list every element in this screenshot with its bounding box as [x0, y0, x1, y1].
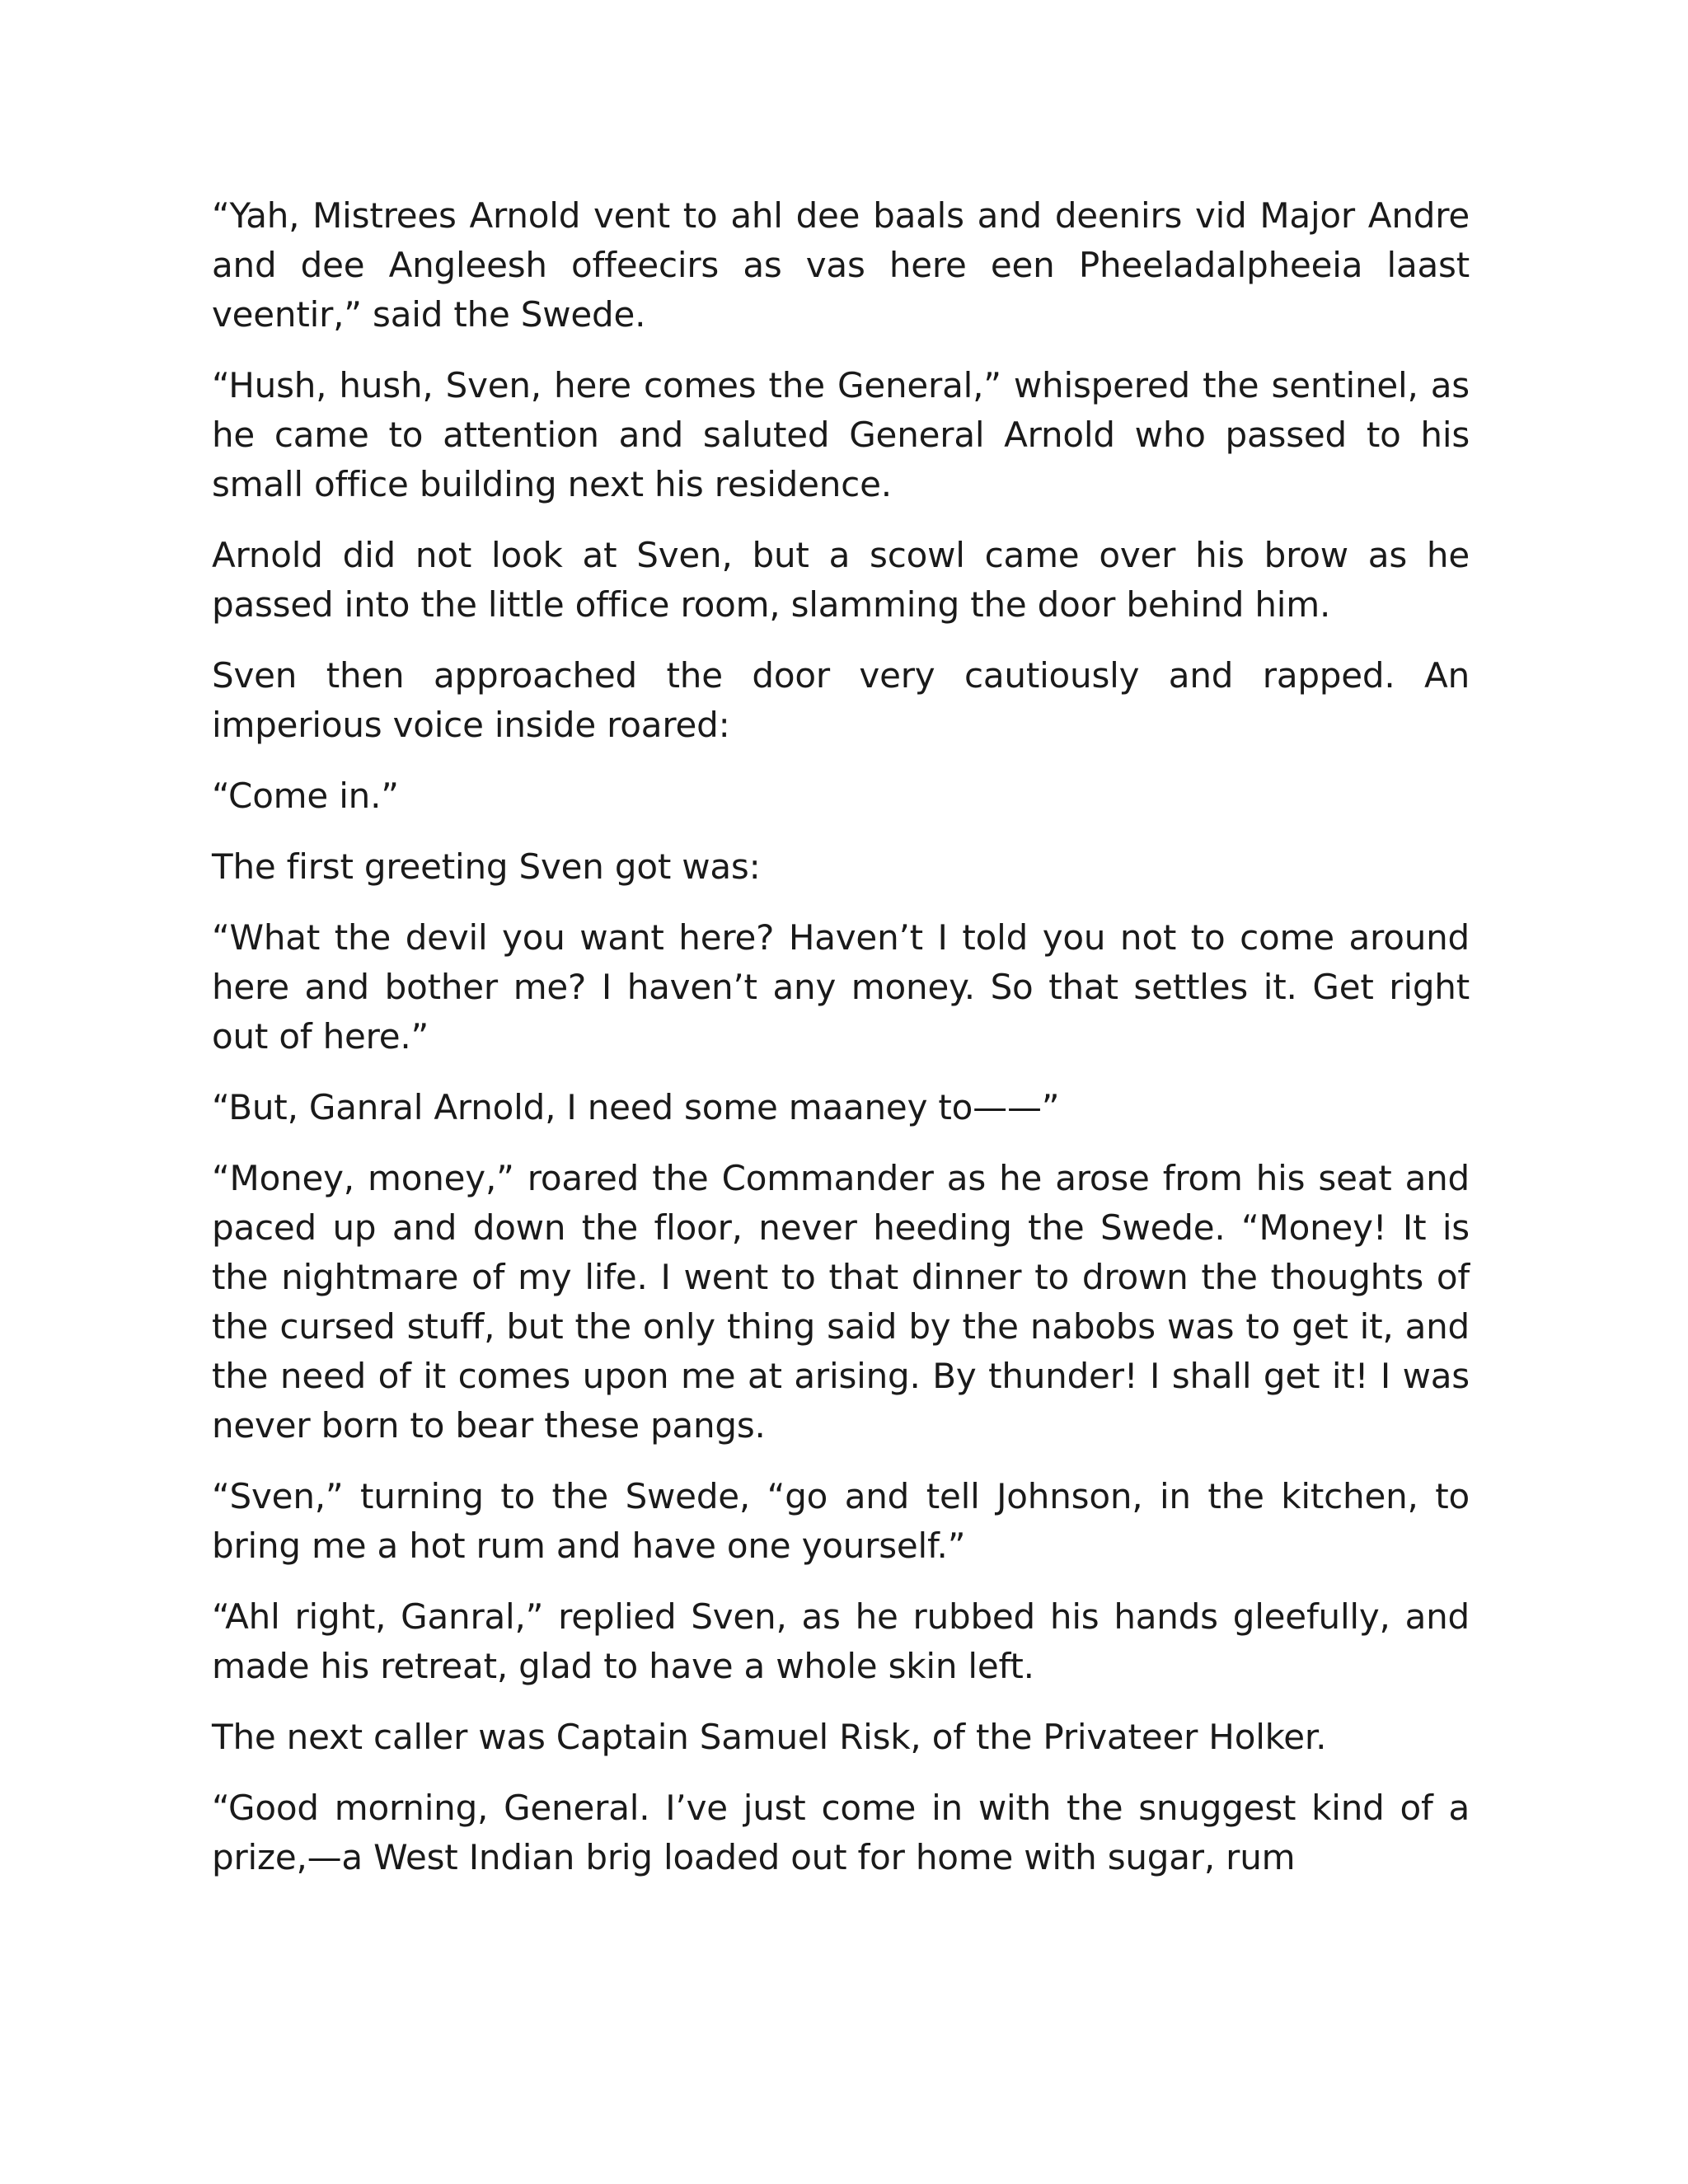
- paragraph: “Hush, hush, Sven, here comes the General,” whispered the sentinel, as he came to attention and saluted General Arnold who passed to his small office building next his residence.: [212, 365, 1470, 504]
- paragraph: “But, Ganral Arnold, I need some maaney to——”: [212, 1087, 1060, 1127]
- paragraph: “Sven,” turning to the Swede, “go and tell Johnson, in the kitchen, to bring me a hot rum and have one yourself.”: [212, 1476, 1470, 1566]
- body-text: [212, 191, 1470, 1882]
- paragraph: “What the devil you want here? Haven’t I told you not to come around here and bother me? I haven’t any money. So that settles it. Get right out of here.”: [212, 917, 1470, 1057]
- paragraph: The next caller was Captain Samuel Risk, of the Privateer Holker.: [212, 1717, 1327, 1757]
- paragraph: “Ahl right, Ganral,” replied Sven, as he rubbed his hands gleefully, and made his retreat, glad to have a whole skin left.: [212, 1596, 1470, 1686]
- paragraph: “Yah, Mistrees Arnold vent to ahl dee baals and deenirs vid Major Andre and dee Angleesh offeecirs as vas here een Pheeladalpheeia laast veentir,” said the Swede.: [212, 195, 1470, 335]
- paragraph: Sven then approached the door very cautiously and rapped. An imperious voice inside roared:: [212, 655, 1470, 745]
- paragraph: “Good morning, General. I’ve just come in with the snuggest kind of a prize,—a West Indian brig loaded out for home with sugar, rum: [212, 1788, 1470, 1877]
- paragraph: The first greeting Sven got was:: [212, 846, 761, 887]
- paragraph: “Money, money,” roared the Commander as he arose from his seat and paced up and down the floor, never heeding the Swede. “Money! It is the nightmare of my life. I went to that dinner to drown the thoughts of the cursed stuff, but the only thing said by the nabobs was to get it, and the need of it comes upon me at arising. By thunder! I shall get it! I was never born to bear these pangs.: [212, 1158, 1470, 1446]
- paragraph: “Come in.”: [212, 776, 399, 816]
- paragraph: Arnold did not look at Sven, but a scowl came over his brow as he passed into the little office room, slamming the door behind him.: [212, 535, 1470, 625]
